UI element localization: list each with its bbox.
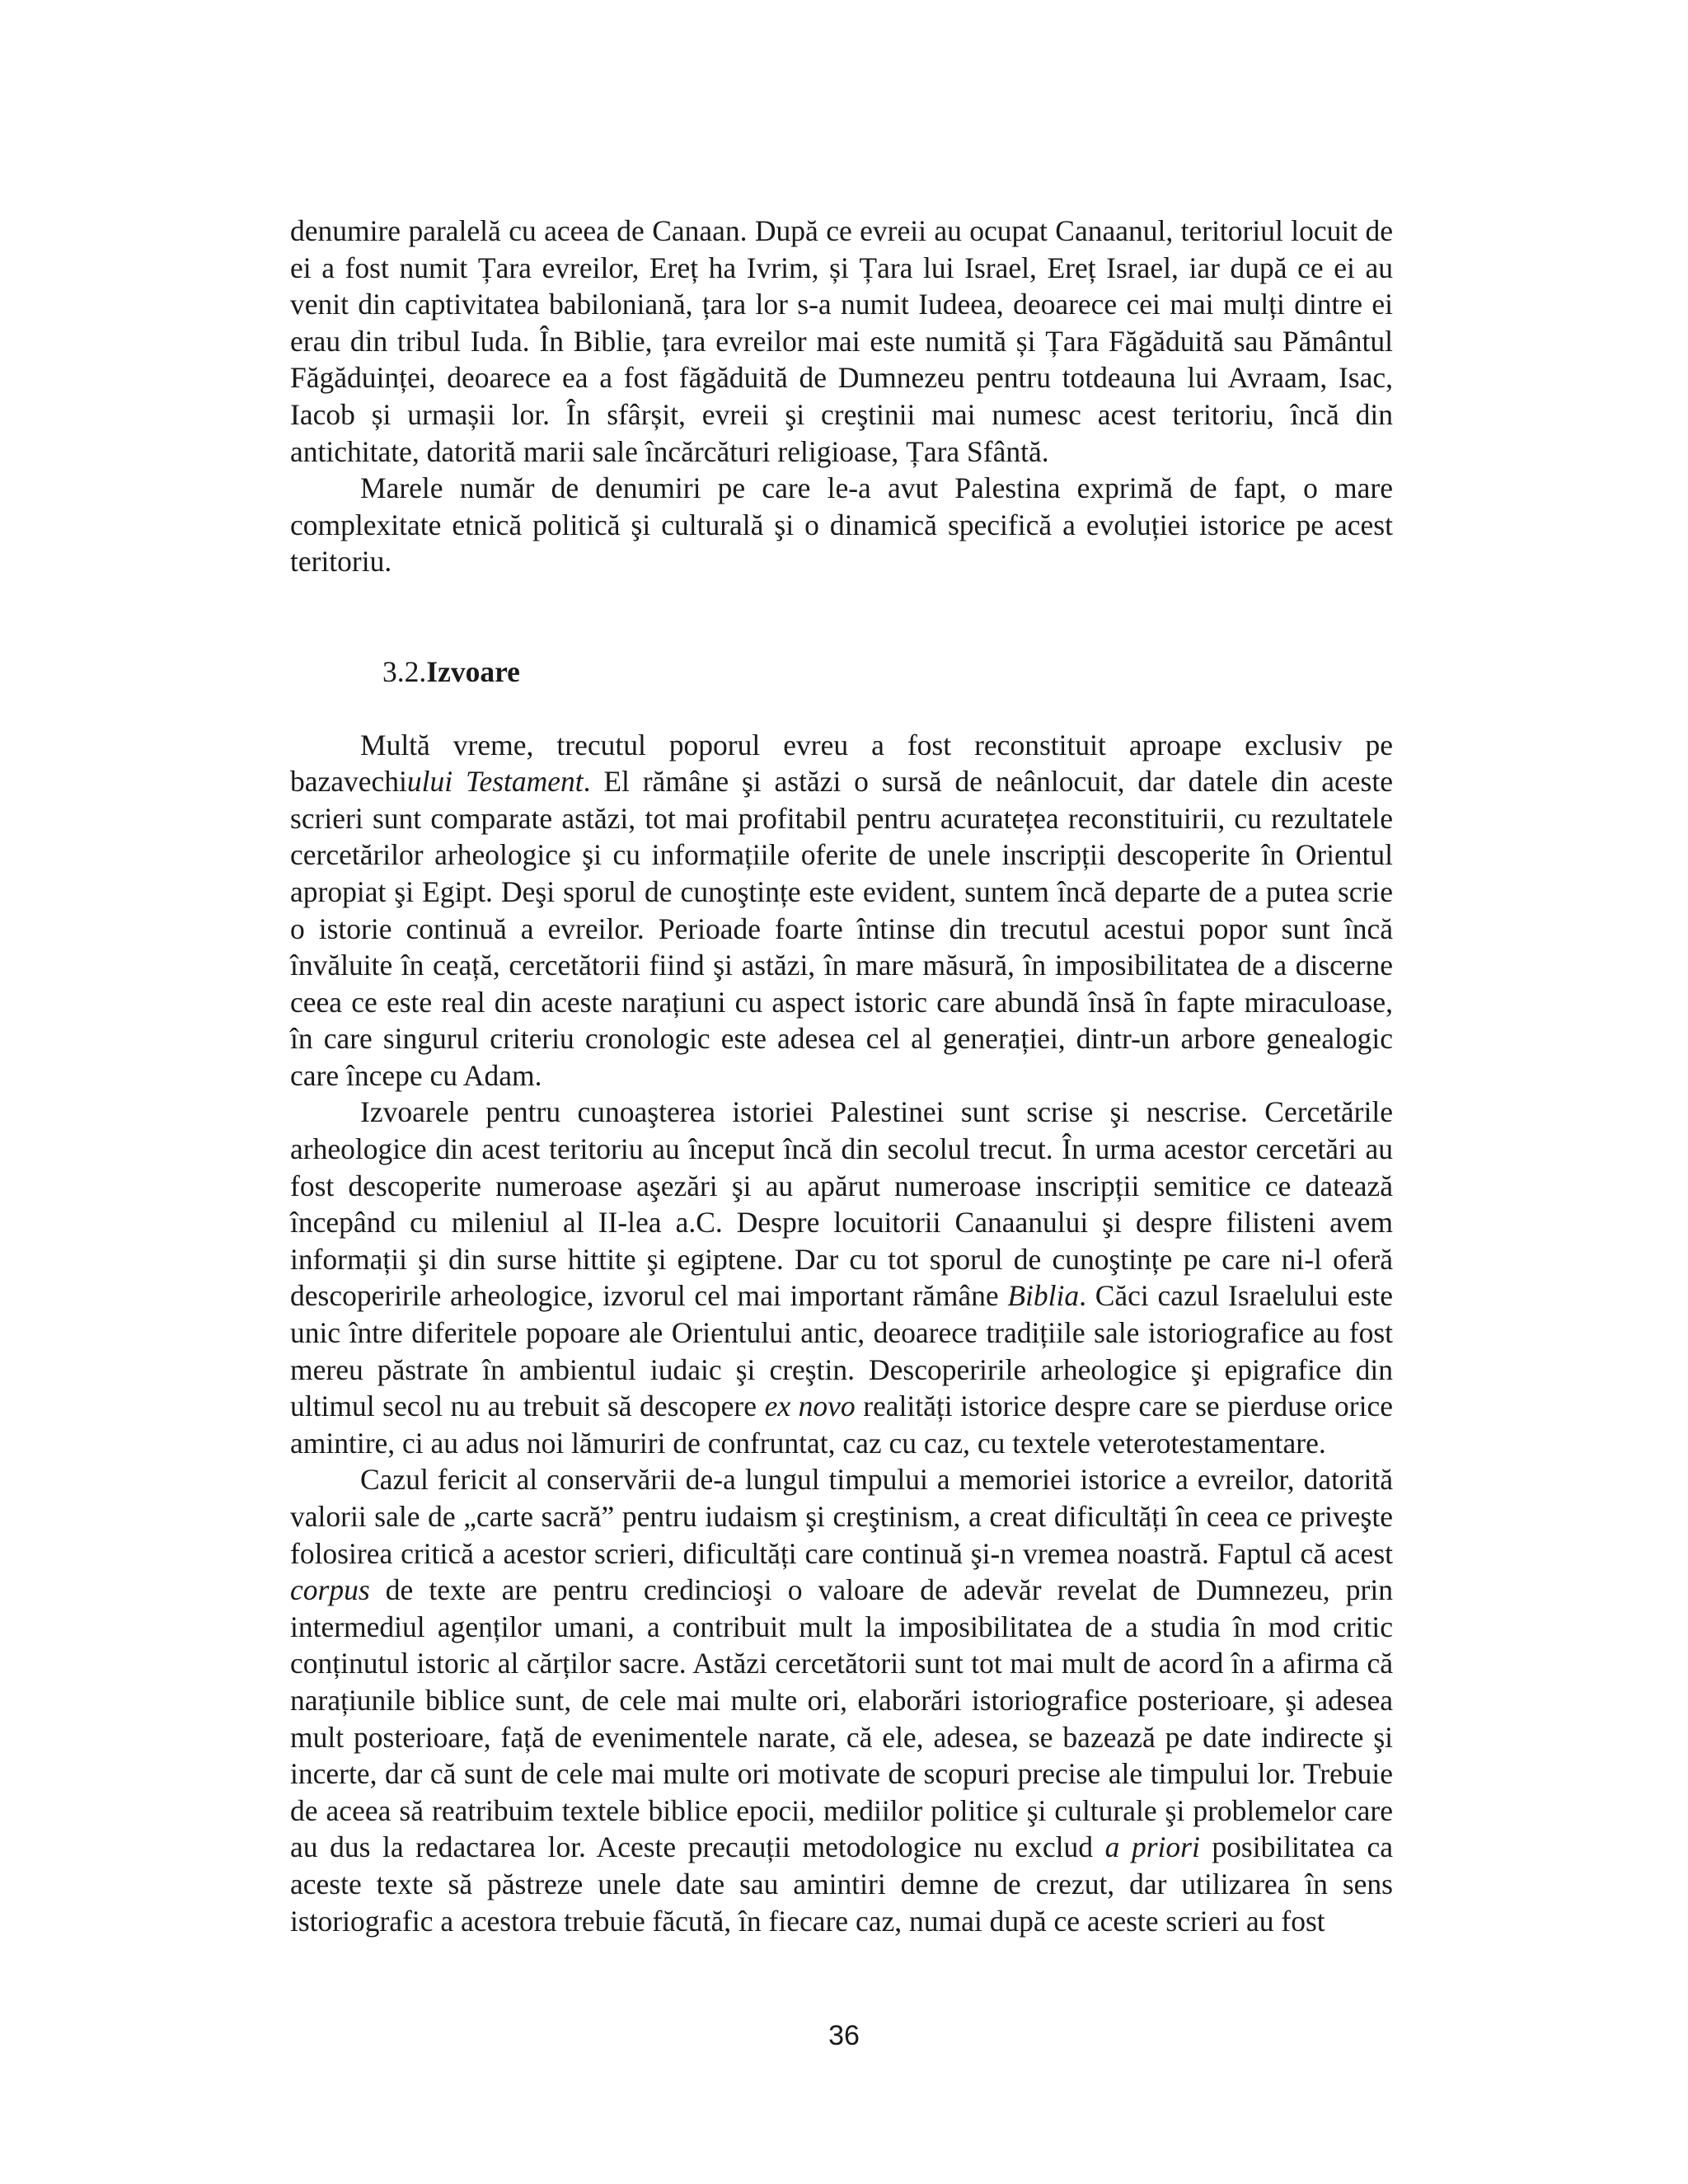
text-run: posibilitatea ca aceste texte să păstreze unele date sau amintiri demne de crezut, dar utilizarea în sens istoriografic a acestora trebuie făcută, în fiecare caz, numai după ce aceste scrieri au fost: [290, 1830, 1394, 1938]
section-number: 3.2.: [382, 654, 427, 688]
text-run: realități istorice despre care se pierduse orice amintire, ci au adus noi lămuriri de confruntat, caz cu caz, cu textele veterotestamentare.: [290, 1390, 1393, 1460]
paragraph-sacred-book-memory: [290, 1461, 1393, 1939]
text-run: Cazul fericit al conservării de-a lungul timpului a memoriei istorice a evreilor, datorită valorii sale de „carte sacră” pentru iudaism şi creştinism, a creat dificultăți în ceea ce priveşte folosirea critică a acestor scrieri, dificultăți care continuă şi-n vremea noastră. Faptul că acest: [290, 1463, 1393, 1570]
text-run: Izvoarele pentru cunoaşterea istoriei Palestinei sunt scrise şi nescrise. Cercetările arheologice din acest teritoriu au început încă din secolul trecut. În urma acestor cercetări au fost descoperite numeroase aşezări şi au apărut numeroase inscripții semitice ce datează începând cu mileniul al II-lea a.C. Despre locuitorii Canaanului şi despre filisteni avem informații şi din surse hittite şi egiptene. Dar cu tot sporul de cunoştințe pe care ni-l oferă descoperirile arheologice, izvorul cel mai important rămâne: [290, 1095, 1393, 1313]
paragraph-canaan-names: denumire paralelă cu aceea de Canaan. După ce evreii au ocupat Canaanul, teritoriul locuit de ei a fost numit Țara evreilor, Ereț ha Ivrim, și Țara lui Israel, Ereț Israel, iar după ce ei au venit din captivitatea babiloniană, țara lor s-a numit Iudeea, deoarece cei mai mulți dintre ei erau din tribul Iuda. În Biblie, țara evreilor mai este numită și Țara Făgăduită sau Pământul Făgăduinței, deoarece ea a fost făgăduită de Dumnezeu pentru totdeauna lui Avraam, Isac, Iacob și urmașii lor. În sfârșit, evreii şi creştinii mai numesc acest teritoriu, încă din antichitate, datorită marii sale încărcături religioase, Țara Sfântă.: [290, 214, 1393, 468]
section-heading: [290, 654, 1393, 691]
italic-run: ului Testament: [406, 765, 584, 799]
italic-run: ex novo: [764, 1390, 856, 1423]
page-body: [290, 213, 1393, 1939]
italic-run: Biblia: [1007, 1279, 1080, 1313]
text-run: . Căci cazul Israelului este unic între diferitele popoare ale Orientului antic, deoarece tradițiile sale istoriografice au fost mereu păstrate în ambientul iudaic şi creştin. Descoperirile arheologice şi epigrafice din ultimul secol nu au trebuit să descopere: [290, 1279, 1393, 1423]
text-run: de texte are pentru credincioşi o valoare de adevăr revelat de Dumnezeu, prin intermediul agenților umani, a contribuit mult la imposibilitatea de a studia în mod critic conținutul istoric al cărților sacre. Astăzi cercetătorii sunt tot mai mult de acord în a afirma că narațiunile biblice sunt, de cele mai multe ori, elaborări istoriografice posterioare, şi adesea mult posterioare, față de evenimentele narate, că ele, adesea, se bazează pe date indirecte şi incerte, dar că sunt de cele mai multe ori motivate de scopuri precise ale timpului lor. Trebuie de aceea să reatribuim textele biblice epocii, mediilor politice şi culturale şi problemelor care au dus la redactarea lor. Aceste precauții metodologice nu exclud: [290, 1573, 1393, 1864]
section-title: Izvoare: [426, 654, 520, 688]
text-run: Multă vreme, trecutul poporul evreu a fost reconstituit aproape exclusiv pe bazavechi: [290, 728, 1393, 799]
text-run: . El rămâne şi astăzi o sursă de neânlocuit, dar datele din aceste scrieri sunt comparate astăzi, tot mai profitabil pentru acuratețea reconstituirii, cu rezultatele cercetărilor arheologice şi cu informațiile oferite de unele inscripții descoperite în Orientul apropiat şi Egipt. Deşi sporul de cunoştințe este evident, suntem încă departe de a putea scrie o istorie continuă a evreilor. Perioade foarte întinse din trecutul acestui popor sunt încă învăluite în ceață, cercetătorii fiind şi astăzi, în mare măsură, în imposibilitatea de a discerne ceea ce este real din aceste narațiuni cu aspect istoric care abundă însă în fapte miraculoase, în care singurul criteriu cronologic este adesea cel al generației, dintr-un arbore genealogic care începe cu Adam.: [290, 765, 1393, 1092]
italic-run: a priori: [1104, 1830, 1200, 1864]
italic-run: corpus: [290, 1573, 370, 1607]
paragraph-old-testament-source: [290, 727, 1393, 1094]
paragraph-palestine-complexity: Marele număr de denumiri pe care le-a avut Palestina exprimă de fapt, o mare complexitate etnică politică şi culturală şi o dinamică specifică a evoluției istorice pe acest teritoriu.: [290, 471, 1393, 579]
paragraph-sources-palestine: [290, 1094, 1393, 1461]
page-number: 36: [828, 2020, 860, 2051]
